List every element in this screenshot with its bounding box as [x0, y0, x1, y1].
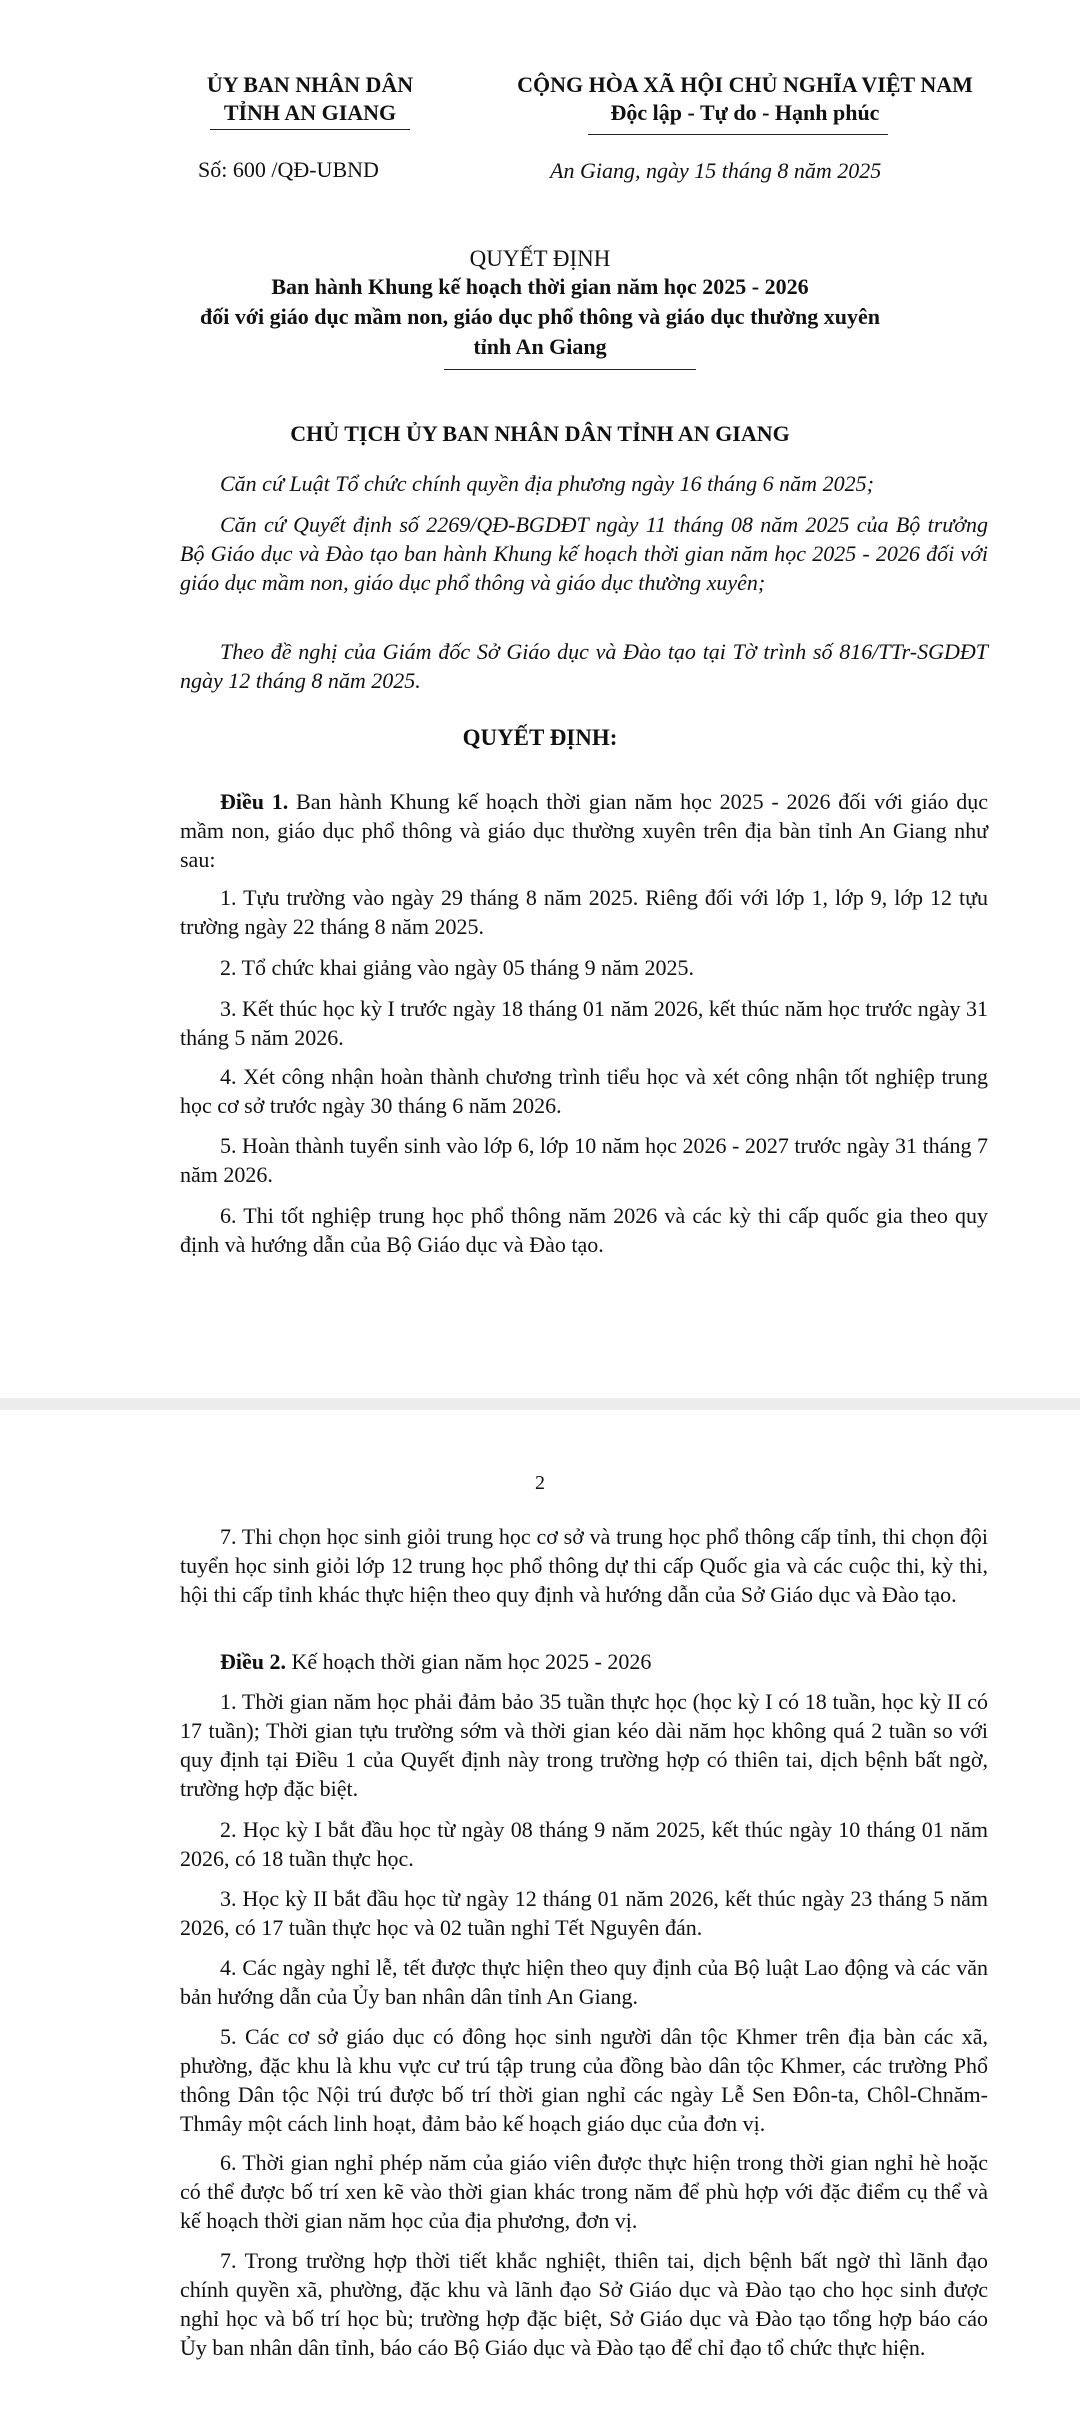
document-page-2 — [0, 1410, 1080, 2412]
title-underline — [444, 369, 696, 370]
article-1-label: Điều 1. — [220, 789, 289, 814]
article-1 — [180, 787, 988, 874]
article-2-text: Kế hoạch thời gian năm học 2025 - 2026 — [286, 1649, 652, 1674]
page-number: 2 — [535, 1472, 545, 1494]
article-1-text: Ban hành Khung kế hoạch thời gian năm học 2025 - 2026 đối với giáo dục mầm non, giáo dục phổ thông và giáo dục thường xuyên trên địa bàn tỉnh An Giang như sau: — [180, 789, 989, 872]
national-motto: Độc lập - Tự do - Hạnh phúc — [610, 100, 880, 125]
article-1-item-5: 5. Hoàn thành tuyển sinh vào lớp 6, lớp 10 năm học 2026 - 2027 trước ngày 31 tháng 7 năm 2026. — [180, 1133, 988, 1187]
agency-name: ỦY BAN NHÂN DÂN — [206, 72, 414, 97]
decision-title: QUYẾT ĐỊNH — [469, 246, 611, 271]
article-2-item-3: 3. Học kỳ II bắt đầu học từ ngày 12 tháng 01 năm 2026, kết thúc ngày 23 tháng 5 năm 2026, có 17 tuần thực học và 02 tuần nghỉ Tết Nguyên đán. — [180, 1886, 988, 1940]
article-1-item-1: 1. Tựu trường vào ngày 29 tháng 8 năm 2025. Riêng đối với lớp 1, lớp 9, lớp 12 tựu trường ngày 22 tháng 8 năm 2025. — [180, 885, 988, 939]
decision-subject-line-1: Ban hành Khung kế hoạch thời gian năm học 2025 - 2026 — [271, 274, 809, 299]
article-2-item-4: 4. Các ngày nghỉ lễ, tết được thực hiện theo quy định của Bộ luật Lao động và các văn bản hướng dẫn của Ủy ban nhân dân tỉnh An Giang. — [180, 1955, 988, 2009]
decision-heading: QUYẾT ĐỊNH: — [462, 725, 618, 750]
article-2-item-6: 6. Thời gian nghỉ phép năm của giáo viên được thực hiện trong thời gian nghỉ hè hoặc có thể được bố trí xen kẽ vào thời gian khác trong năm để phù hợp với đặc điểm cụ thể và kế hoạch thời gian năm học của địa phương, đơn vị. — [180, 2150, 988, 2233]
issuing-authority: CHỦ TỊCH ỦY BAN NHÂN DÂN TỈNH AN GIANG — [290, 421, 790, 446]
article-2-item-1: 1. Thời gian năm học phải đảm bảo 35 tuần thực học (học kỳ I có 18 tuần, học kỳ II có 17 tuần); Thời gian tựu trường sớm và thời gian kéo dài năm học không quá 2 tuần so với quy định tại Điều 1 của Quyết định này trong trường hợp có thiên tai, dịch bệnh bất ngờ, trường hợp đặc biệt. — [180, 1689, 988, 1801]
document-date: An Giang, ngày 15 tháng 8 năm 2025 — [550, 158, 882, 183]
preamble-1: Căn cứ Luật Tổ chức chính quyền địa phương ngày 16 tháng 6 năm 2025; — [220, 471, 874, 496]
article-2-item-7: 7. Trong trường hợp thời tiết khắc nghiệt, thiên tai, dịch bệnh bất ngờ thì lãnh đạo chính quyền xã, phường, đặc khu và lãnh đạo Sở Giáo dục và Đào tạo cho học sinh được nghỉ học và bố trí học bù; trường hợp đặc biệt, Sở Giáo dục và Đào tạo tổng hợp báo cáo Ủy ban nhân dân tỉnh, báo cáo Bộ Giáo dục và Đào tạo để chỉ đạo tổ chức thực hiện. — [180, 2248, 988, 2360]
national-title: CỘNG HÒA XÃ HỘI CHỦ NGHĨA VIỆT NAM — [517, 72, 973, 97]
article-1-item-2: 2. Tổ chức khai giảng vào ngày 05 tháng 9 năm 2025. — [220, 955, 695, 980]
article-2 — [180, 1647, 988, 1676]
preamble-3: Theo đề nghị của Giám đốc Sở Giáo dục và Đào tạo tại Tờ trình số 816/TTr-SGDĐT ngày 12 tháng 8 năm 2025. — [180, 639, 988, 693]
right-header-underline — [588, 134, 888, 135]
province-name: TỈNH AN GIANG — [223, 100, 397, 125]
page-separator — [0, 1398, 1080, 1410]
article-2-label: Điều 2. — [220, 1649, 286, 1674]
article-2-item-5: 5. Các cơ sở giáo dục có đông học sinh người dân tộc Khmer trên địa bàn các xã, phường, đặc khu là khu vực cư trú tập trung của đồng bào dân tộc Khmer, các trường Phổ thông Dân tộc Nội trú được bố trí thời gian nghỉ các ngày Lễ Sen Đôn-ta, Chôl-Chnăm-Thmây một cách linh hoạt, đảm bảo kế hoạch giáo dục của đơn vị. — [180, 2024, 988, 2136]
article-1-item-6: 6. Thi tốt nghiệp trung học phổ thông năm 2026 và các kỳ thi cấp quốc gia theo quy định và hướng dẫn của Bộ Giáo dục và Đào tạo. — [180, 1203, 988, 1257]
article-1-item-4: 4. Xét công nhận hoàn thành chương trình tiểu học và xét công nhận tốt nghiệp trung học cơ sở trước ngày 30 tháng 6 năm 2026. — [180, 1064, 988, 1118]
decision-subject-line-3: tỉnh An Giang — [473, 334, 607, 359]
left-header-underline — [210, 129, 410, 130]
article-1-item-7: 7. Thi chọn học sinh giỏi trung học cơ sở và trung học phổ thông cấp tỉnh, thi chọn đội tuyển học sinh giỏi lớp 12 trung học phổ thông dự thi cấp Quốc gia và các cuộc thi, kỳ thi, hội thi cấp tỉnh khác thực hiện theo quy định và hướng dẫn của Sở Giáo dục và Đào tạo. — [180, 1524, 988, 1607]
article-1-item-3: 3. Kết thúc học kỳ I trước ngày 18 tháng 01 năm 2026, kết thúc năm học trước ngày 31 tháng 5 năm 2026. — [180, 996, 988, 1050]
decision-subject-line-2: đối với giáo dục mầm non, giáo dục phổ thông và giáo dục thường xuyên — [200, 304, 880, 329]
preamble-2: Căn cứ Quyết định số 2269/QĐ-BGDĐT ngày 11 tháng 08 năm 2025 của Bộ trưởng Bộ Giáo dục và Đào tạo ban hành Khung kế hoạch thời gian năm học 2025 - 2026 đối với giáo dục mầm non, giáo dục phổ thông và giáo dục thường xuyên; — [180, 512, 988, 595]
article-2-item-2: 2. Học kỳ I bắt đầu học từ ngày 08 tháng 9 năm 2025, kết thúc ngày 10 tháng 01 năm 2026, có 18 tuần thực học. — [180, 1817, 988, 1871]
document-number: Số: 600 /QĐ-UBND — [198, 157, 379, 182]
